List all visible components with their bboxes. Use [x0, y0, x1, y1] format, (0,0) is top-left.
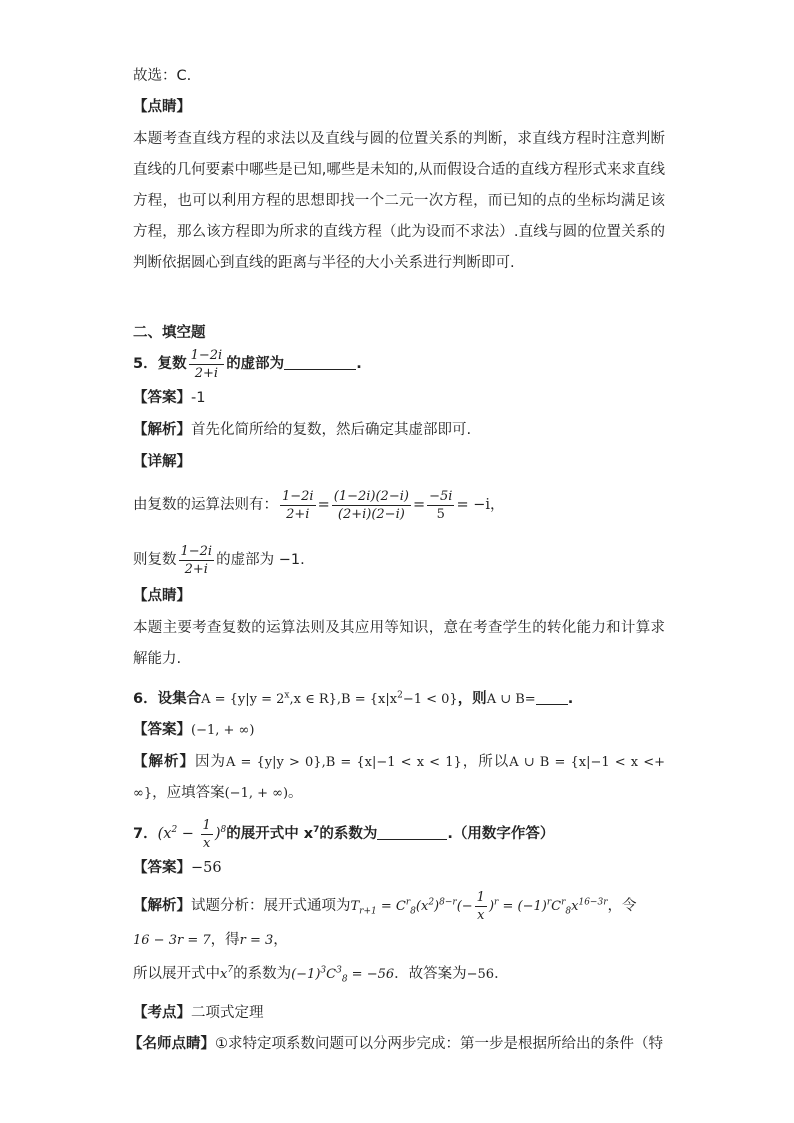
q6-stem-a: 设集合 — [157, 691, 202, 707]
q5-eq-tail: = −i， — [456, 497, 505, 513]
q7-concl-ans: −56 — [466, 967, 495, 982]
q7-kaodian-text: 二项式定理 — [191, 1005, 264, 1021]
q5-eq-f3-den: 5 — [436, 506, 445, 522]
q7-term-x2-close: ) — [434, 899, 440, 914]
q7-expr-minus: − — [177, 826, 199, 842]
conclusion-text: 故选：C. — [133, 68, 192, 84]
q7-mingshi — [128, 1034, 663, 1054]
q6-answer-blank[interactable] — [536, 690, 568, 705]
q6-setA-b: ,x ∈ R},B = {x|x — [289, 692, 398, 707]
q5-detail-frac — [179, 543, 215, 578]
q5-answer — [133, 388, 205, 408]
q7-analysis-b: ，令 — [607, 898, 637, 914]
q6-analysis — [133, 747, 665, 809]
q7-term-rhs-c-sub: 8 — [565, 906, 572, 917]
q5-frac-den: 2+i — [194, 365, 219, 381]
q7-kaodian — [133, 1003, 264, 1023]
q5-eq-f1-num: 1−2i — [282, 488, 314, 504]
q7-end: .（用数字作答） — [447, 826, 555, 842]
q5-dianjing-label: 【点睛】 — [133, 588, 191, 604]
q7-term-frac-pre: (− — [456, 899, 473, 914]
q5-eq-f2-num: (1−2i)(2−i) — [333, 488, 409, 504]
q7-term-frac-num: 1 — [476, 890, 485, 905]
q5-detail-conclusion — [133, 540, 305, 580]
q6-analysis-union: A ∪ B = {x|−1 < x <+ ∞} — [133, 755, 666, 801]
q7-concl-a: 所以展开式中 — [133, 966, 220, 982]
q7-concl-x-pow: 7 — [227, 965, 234, 976]
q7-concl-c-sup: 3 — [336, 965, 342, 976]
q7-term-rhs: = (−1) — [498, 899, 547, 914]
q7-term-c-sup: r — [405, 897, 411, 908]
q6-number: 6． — [133, 691, 158, 707]
q7-kaodian-label: 【考点】 — [133, 1005, 191, 1021]
q5-number: 5． — [133, 356, 158, 372]
q7-analysis-label: 【解析】 — [133, 898, 191, 914]
q5-detail-label: 【详解】 — [133, 454, 191, 470]
q7-concl-val: = −56 — [347, 967, 395, 982]
q5-detail-b: 则复数 — [133, 552, 177, 568]
q6-answer-value: (−1, + ∞) — [191, 723, 255, 738]
q6-analysis-ans: (−1, + ∞) — [224, 786, 289, 801]
q7-term-c-sub: 8 — [410, 906, 416, 917]
q6-analysis-sets: A = {y|y > 0},B = {x|−1 < x < 1} — [226, 755, 462, 770]
q7-term-rhs-x: x — [571, 899, 579, 914]
dianjing-paragraph: 本题考查直线方程的求法以及直线与圆的位置关系的判断，求直线方程时注意判断直线的几何要素中哪些是已知,哪些是未知的,从而假设合适的直线方程形式来求直线方程，也可以利用方程的思想即找一个二元一次方程，而已知的点的坐标均满足该方程，那么该方程即为所求的直线方程（此为设而不求法）.直线与圆的位置关系的判断依据圆心到直线的距离与半径的大小关系进行判断即可. — [133, 131, 665, 271]
q5-fraction — [189, 347, 225, 382]
q6-analysis-c: ，应填答案 — [152, 785, 225, 801]
q7-expr-close: ) — [214, 826, 221, 842]
q7-expr-num: 1 — [202, 817, 211, 833]
q7-answer-value: −56 — [191, 860, 222, 876]
q6-setA: A = {y|y = 2 — [201, 692, 285, 707]
q7-expr — [157, 817, 227, 851]
q6-analysis-end: 。 — [288, 785, 303, 801]
q7-concl-c: C — [326, 967, 337, 982]
section-title: 二、填空题 — [133, 325, 206, 341]
q5-detail-tail: 的虚部为 −1. — [216, 552, 305, 568]
q7-term-frac-pow: r — [494, 897, 499, 908]
q7-concl-expr-base: (−1) — [291, 967, 321, 982]
q5-stem — [133, 346, 362, 382]
q5-eq-frac1 — [280, 488, 316, 523]
dianjing-label: 【点睛】 — [133, 99, 191, 115]
q5-eq-frac2 — [332, 488, 411, 523]
q7-term-lhs-sub: r+1 — [359, 906, 377, 917]
q7-term-x2: (x — [415, 899, 429, 914]
q6-setB-sup: 2 — [397, 690, 403, 701]
q7-expr-sup: 8 — [220, 825, 227, 836]
q7-solve — [133, 930, 288, 951]
q7-term-rhs-c-sup: r — [561, 897, 566, 908]
q7-solve-mid: ，得 — [210, 932, 240, 948]
q5-end: . — [356, 356, 362, 372]
q6-analysis-a: 因为 — [195, 754, 226, 770]
q7-stem — [133, 816, 554, 852]
q7-term-frac-post: ) — [488, 899, 495, 914]
q5-analysis-text: 首先化简所给的复数，然后确定其虚部即可. — [191, 422, 472, 438]
q7-answer — [133, 858, 222, 878]
q7-expr-a: (x — [157, 826, 172, 842]
q5-detail-equation: 由复数的运算法则有： $\frac{1-2i}{2+i}$ = $\frac{(1-2i)(2-i)}{(2+i)(2-i)}$ = $\frac{-5i}{5}$ = −i， — [133, 488, 505, 522]
q6-answer — [133, 720, 254, 741]
q5-analysis-label: 【解析】 — [133, 422, 191, 438]
q7-concl-end: ． — [494, 966, 509, 982]
q5-stem-a: 复数 — [157, 356, 187, 372]
q5-eq-f1-den: 2+i — [286, 506, 310, 522]
q7-term-frac-den: x — [477, 908, 485, 923]
q7-stem-b: 的展开式中 x — [226, 826, 314, 842]
q7-term-rhs-c: C — [551, 899, 562, 914]
q5-detail-frac-den: 2+i — [184, 561, 208, 577]
q7-mingshi-label: 【名师点睛】 — [128, 1036, 215, 1052]
q5-answer-blank[interactable] — [284, 355, 356, 370]
q5-frac-num: 1−2i — [190, 347, 223, 363]
q7-stem-sup: 7 — [313, 825, 320, 836]
q5-analysis — [133, 420, 471, 440]
q7-term-rhs-x-pow: 16−3r — [578, 897, 608, 908]
q7-answer-label: 【答案】 — [133, 860, 191, 876]
q7-solve-r: r = 3 — [239, 933, 274, 948]
q6-stem — [133, 689, 573, 710]
q6-analysis-b: ，所以 — [461, 754, 510, 770]
q6-stem-b: ，则 — [457, 691, 487, 707]
q5-dianjing-paragraph: 本题主要考查复数的运算法则及其应用等知识，意在考查学生的转化能力和计算求解能力. — [133, 620, 665, 667]
q7-mingshi-text: ①求特定项系数问题可以分两步完成：第一步是根据所给出的条件（特 — [215, 1036, 663, 1052]
q7-concl-expr-pow: 3 — [320, 965, 327, 976]
q7-stem-c: 的系数为 — [319, 826, 378, 842]
q7-concl-c-sub: 8 — [341, 974, 348, 985]
q7-answer-blank[interactable] — [377, 825, 447, 840]
q7-expr-frac — [201, 817, 213, 852]
q7-concl-x: x — [220, 967, 228, 982]
q7-concl-b: 的系数为 — [233, 966, 292, 982]
q5-eq-frac3 — [427, 488, 454, 523]
q6-end: . — [567, 691, 574, 707]
q7-expr-a-sup: 2 — [171, 825, 178, 836]
q7-expr-den: x — [203, 835, 211, 851]
q5-detail-a: 由复数的运算法则有： — [133, 497, 278, 513]
q5-stem-b: 的虚部为 — [226, 356, 285, 372]
q7-analysis-a: 试题分析：展开式通项为 — [191, 898, 351, 914]
q6-setA-sup: x — [284, 690, 290, 701]
q7-term-frac — [475, 889, 487, 924]
q7-term-x2-pow: 8−r — [439, 897, 457, 908]
q6-answer-label: 【答案】 — [133, 722, 191, 738]
q7-conclusion — [133, 964, 509, 985]
q7-concl-c2: ．故答案为 — [394, 966, 467, 982]
q7-analysis — [133, 886, 637, 927]
q5-eq-f2-den: (2+i)(2−i) — [337, 506, 405, 522]
q7-concl-expr — [291, 965, 395, 985]
q7-number: 7． — [133, 826, 158, 842]
q6-analysis-label: 【解析】 — [133, 754, 195, 770]
q7-term-lhs: T — [350, 899, 360, 914]
q6-union: A ∪ B= — [486, 692, 536, 707]
q5-detail-frac-num: 1−2i — [180, 543, 213, 559]
q5-answer-label: 【答案】 — [133, 390, 191, 406]
q7-solve-eq: 16 − 3r = 7 — [133, 933, 211, 948]
q5-eq-f3-num: −5i — [429, 488, 453, 504]
q7-term-mid: = C — [376, 899, 406, 914]
q5-answer-value: -1 — [191, 390, 206, 406]
q7-solve-end: ， — [273, 932, 288, 948]
q7-term-x2-sup: 2 — [428, 897, 435, 908]
q6-sets — [201, 692, 458, 707]
q7-general-term — [350, 890, 608, 923]
q6-setB-b: −1 < 0} — [402, 692, 458, 707]
q7-term-rhs-pow: r — [546, 897, 552, 908]
